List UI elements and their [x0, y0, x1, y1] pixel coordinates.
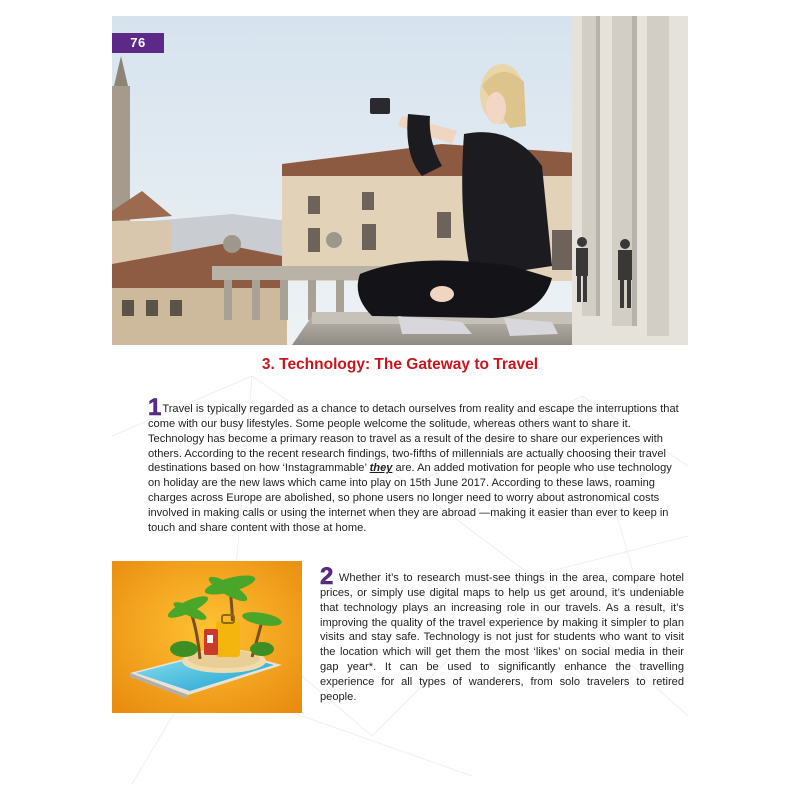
textbook-page — [112, 16, 688, 784]
paragraph-number-2: 2 — [320, 563, 334, 590]
paragraph-1-text-a: Travel is typically regarded as a chance to detach ourselves from reality and escape the interruptions that come with our busy lifestyles. Some people welcome the solitude, whereas others want to share it. Technology has become a primary reason to travel as a result of the desire to share our experiences with others. According to the recent research findings, two-fifths of millennials are actually choosing their travel destinations based on how ‘Instagrammable’ — [148, 403, 679, 475]
page-number-badge: 76 — [112, 33, 164, 53]
section-title: 3. Technology: The Gateway to Travel — [261, 356, 539, 373]
smartphone-island-illustration — [112, 561, 302, 713]
paragraph-1 — [148, 394, 684, 536]
hero-photo — [112, 16, 688, 345]
paragraph-number-1: 1 — [148, 394, 162, 421]
emphasized-word: they — [369, 462, 393, 475]
paragraph-2-text: Whether it’s to research must-see things in the area, compare hotel prices, or simply use digital maps to help us get around, it’s undeniable that technology plays an increasing role in our travels. As a result, it’s improving the quality of the travel experience by making it simpler to plan visits and stay safe. Technology is not just for students who want to visit the location which will get them the most ‘likes’ on social media in their gap year*. It can be used to significantly enhance the travelling experience for all types of wanderers, from solo travelers to retired people. — [320, 572, 684, 703]
paragraph-1-text-b: are. An added motivation for people who use technology on holiday are the new laws which came into play on 15th June 2017. According to these laws, roaming charges across Europe are abolished, so phone users no longer need to worry about astronomical costs involved in making calls or using the internet when they are abroad —making it easier than ever to keep in touch and share content with those at home. — [148, 462, 672, 534]
paragraph-2 — [320, 563, 684, 705]
